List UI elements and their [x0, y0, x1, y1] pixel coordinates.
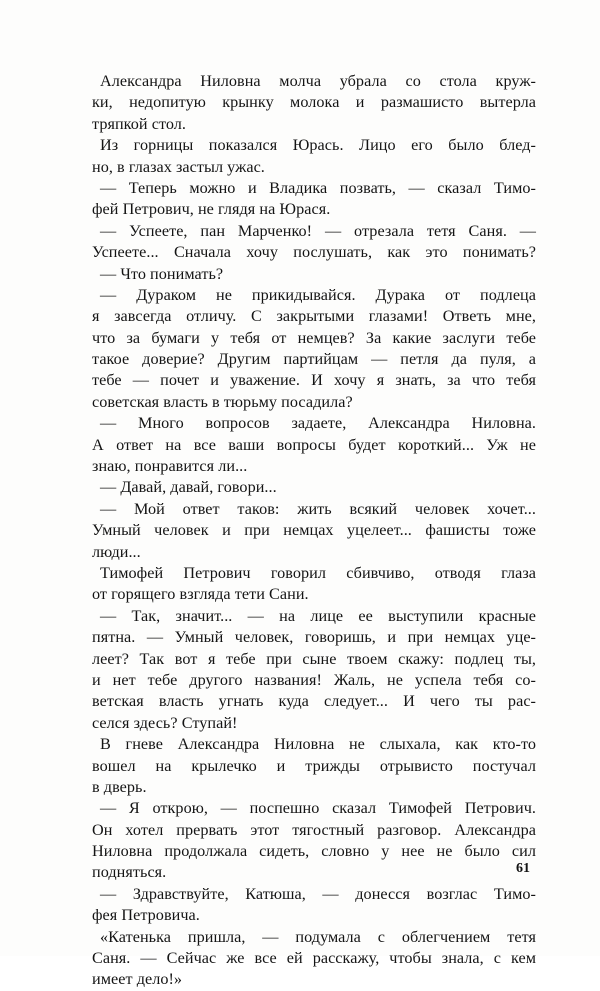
text-line: и нет тебе другого названия! Жаль, не успела тебя со-	[92, 670, 536, 689]
text-line: фей Петрович, не глядя на Юрася.	[92, 200, 331, 219]
text-line: я завсегда отличу. С закрытыми глазами! Ответь мне,	[92, 307, 536, 326]
text-line: что за бумаги у тебя от немцев? За какие заслуги тебе	[92, 328, 536, 347]
text-line: Он хотел прервать этот тягостный разговор. Александра	[92, 820, 536, 839]
text-line: В гневе Александра Ниловна не слыхала, как кто-то	[100, 735, 536, 754]
text-line: леет? Так вот я тебе при сыне твоем скажу: подлец ты,	[92, 649, 536, 668]
text-line: ветская власть угнать куда следует... И чего ты рас-	[92, 692, 536, 711]
text-line: Тимофей Петрович говорил сбивчиво, отводя глаза	[100, 563, 536, 582]
text-line: — Много вопросов задаете, Александра Ниловна.	[100, 414, 536, 433]
text-line: Александра Ниловна молча убрала со стола круж-	[100, 72, 536, 90]
text-line: имеет дело!»	[92, 970, 183, 989]
text-line: — Так, значит... — на лице ее выступили красные	[100, 606, 536, 625]
text-line: пятна. — Умный человек, говоришь, и при немцах уце-	[92, 628, 536, 647]
text-line: от горящего взгляда тети Сани.	[92, 585, 309, 604]
text-line: — Что понимать?	[100, 264, 224, 283]
text-line: — Я открою, — поспешно сказал Тимофей Петрович.	[100, 799, 536, 818]
text-line: А ответ на все ваши вопросы будет короткий... Уж не	[92, 435, 536, 454]
text-line: тебе — почет и уважение. И хочу я знать, за что тебя	[92, 371, 536, 390]
page-number: 61	[516, 861, 530, 876]
text-line: советская власть в тюрьму посадила?	[92, 392, 353, 411]
text-line: Из горницы показался Юрась. Лицо его было блед-	[100, 136, 536, 155]
text-line: селся здесь? Ступай!	[92, 713, 238, 732]
text-line: ки, недопитую крынку молока и размашисто вытерла	[92, 93, 536, 112]
text-line: в дверь.	[92, 777, 147, 796]
text-line: Ниловна продолжала сидеть, словно у нее не было сил	[92, 842, 536, 861]
text-line: — Дураком не прикидывайся. Дурака от подлеца	[100, 285, 536, 304]
text-line: «Катенька пришла, — подумала с облегчением тетя	[100, 927, 536, 946]
text-line: фея Петровича.	[92, 906, 200, 925]
text-line: знаю, понравится ли...	[92, 457, 248, 476]
text-line: Саня. — Сейчас же все ей расскажу, чтобы знала, с кем	[92, 949, 536, 968]
text-line: такое доверие? Другим партийцам — петля да пуля, а	[92, 350, 536, 369]
text-line: люди...	[92, 542, 141, 561]
text-line: — Успеете, пан Марченко! — отрезала тетя Саня. —	[100, 221, 536, 240]
text-line: вошел на крылечко и трижды отрывисто постучал	[92, 756, 536, 775]
text-line: тряпкой стол.	[92, 114, 187, 133]
text-line: но, в глазах застыл ужас.	[92, 157, 265, 176]
text-line: — Здравствуйте, Катюша, — донесся возглас Тимо-	[100, 884, 536, 903]
text-line: — Давай, давай, говори...	[100, 478, 277, 497]
body-text	[92, 71, 536, 991]
text-line: — Мой ответ таков: жить всякий человек хочет...	[100, 499, 536, 518]
text-line: — Теперь можно и Владика позвать, — сказал Тимо-	[100, 178, 536, 197]
text-line: Успеете... Сначала хочу послушать, как это понимать?	[92, 243, 536, 262]
text-line: Умный человек и при немцах уцелеет... фашисты тоже	[92, 521, 536, 540]
text-line: подняться.	[92, 863, 167, 882]
